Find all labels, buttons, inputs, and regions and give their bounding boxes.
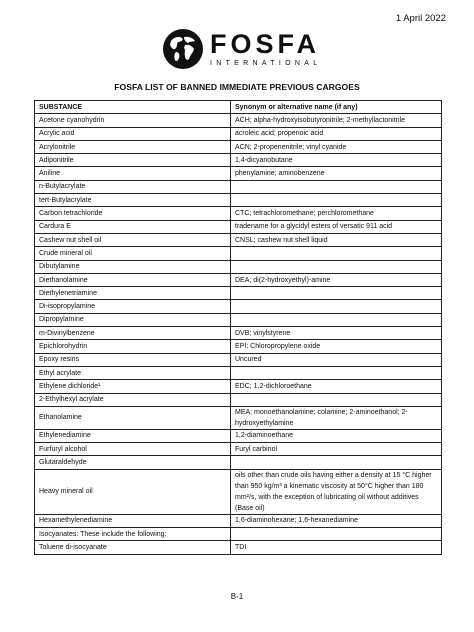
table-row xyxy=(35,273,442,286)
table-row xyxy=(35,194,442,207)
synonym-cell: ACN; 2-propenenitrile; vinyl cyanide xyxy=(231,140,442,153)
synonym-cell: CNSL; cashew nut shell liquid xyxy=(231,233,442,246)
substance-cell: Diethanolamine xyxy=(35,273,231,286)
banned-cargoes-table xyxy=(34,100,442,555)
substance-cell: Ethylenediamine xyxy=(35,429,231,442)
substance-cell: Cashew nut shell oil xyxy=(35,233,231,246)
synonym-cell xyxy=(231,260,442,273)
synonym-cell: TDI xyxy=(231,541,442,554)
substance-cell: m-Divinylbenzene xyxy=(35,327,231,340)
table-row xyxy=(35,393,442,406)
synonym-cell xyxy=(231,287,442,300)
substance-cell: Isocyanates: These include the following: xyxy=(35,528,231,541)
table-row xyxy=(35,220,442,233)
table-row xyxy=(35,180,442,193)
substance-cell: Acrylic acid xyxy=(35,127,231,140)
substance-cell: Crude mineral oil xyxy=(35,247,231,260)
table-row xyxy=(35,541,442,554)
synonym-cell xyxy=(231,247,442,260)
substance-cell: Toluene di-isocyanate xyxy=(35,541,231,554)
synonym-cell xyxy=(231,194,442,207)
synonym-cell: MEA; monoethanolamine; colamine; 2-aminoethanol; 2-hydroxyethylamine xyxy=(231,406,442,429)
table-row xyxy=(35,287,442,300)
synonym-cell: 1,6-diaminohexane; 1,6-hexanediamine xyxy=(231,514,442,527)
substance-cell: Acrylonitrile xyxy=(35,140,231,153)
table-header-row xyxy=(35,101,442,114)
synonym-cell xyxy=(231,366,442,379)
substance-cell: Epoxy resins xyxy=(35,353,231,366)
synonym-cell: acroleic acid; propenoic acid xyxy=(231,127,442,140)
column-header-synonym: Synonym or alternative name (if any) xyxy=(231,101,442,114)
substance-cell: Furfuryl alcohol xyxy=(35,443,231,456)
synonym-cell: 1,4-dicyanobutane xyxy=(231,154,442,167)
synonym-cell: EPI; Chloropropylene oxide xyxy=(231,340,442,353)
table-row xyxy=(35,469,442,514)
logo-subtitle: INTERNATIONAL xyxy=(210,59,322,67)
synonym-cell xyxy=(231,456,442,469)
synonym-cell xyxy=(231,300,442,313)
substance-cell: 2-Ethylhexyl acrylate xyxy=(35,393,231,406)
table-row xyxy=(35,247,442,260)
synonym-cell: 1,2-diaminoethane xyxy=(231,429,442,442)
table-row xyxy=(35,456,442,469)
substance-cell: Acetone cyanohydrin xyxy=(35,114,231,127)
substance-cell: Adiponitrile xyxy=(35,154,231,167)
table-row xyxy=(35,443,442,456)
synonym-cell: Uncured xyxy=(231,353,442,366)
synonym-cell: oils other than crude oils having either a density at 15 °C higher than 950 kg/m³ a kinematic viscosity at 50°C higher than 180 mm²/s, with the exception of lubricating oil without additives (Base oil) xyxy=(231,469,442,514)
table-row xyxy=(35,340,442,353)
table-row xyxy=(35,114,442,127)
synonym-cell: DVB; vinylstyrene xyxy=(231,327,442,340)
table-row xyxy=(35,528,442,541)
table-row xyxy=(35,233,442,246)
table-row xyxy=(35,207,442,220)
synonym-cell xyxy=(231,528,442,541)
substance-cell: n-Butylacrylate xyxy=(35,180,231,193)
synonym-cell xyxy=(231,313,442,326)
page-number: B-1 xyxy=(230,592,244,601)
column-header-substance: SUBSTANCE xyxy=(35,101,231,114)
substance-cell: Di-isopropylamine xyxy=(35,300,231,313)
table-row xyxy=(35,127,442,140)
substance-cell: Epichlorohydrin xyxy=(35,340,231,353)
table-row xyxy=(35,380,442,393)
substance-cell: Dibutylamine xyxy=(35,260,231,273)
synonym-cell: Furyl carbinol xyxy=(231,443,442,456)
substance-cell: Ethyl acrylate xyxy=(35,366,231,379)
fosfa-logo xyxy=(162,28,321,70)
date-label: 1 April 2022 xyxy=(395,13,446,24)
table-row xyxy=(35,514,442,527)
table-row xyxy=(35,313,442,326)
synonym-cell xyxy=(231,180,442,193)
substance-cell: Hexamethylenediamine xyxy=(35,514,231,527)
document-title: FOSFA LIST OF BANNED IMMEDIATE PREVIOUS CARGOES xyxy=(114,82,360,92)
table-row xyxy=(35,140,442,153)
table-row xyxy=(35,429,442,442)
table-row xyxy=(35,260,442,273)
table-row xyxy=(35,154,442,167)
table-row xyxy=(35,353,442,366)
logo-wordmark: FOSFA xyxy=(210,28,321,59)
synonym-cell: ACH; alpha-hydroxyisobutyronitrile; 2-methyllactonitrile xyxy=(231,114,442,127)
table-row xyxy=(35,366,442,379)
substance-cell: Dipropylamine xyxy=(35,313,231,326)
substance-cell: Carbon tetrachloride xyxy=(35,207,231,220)
substance-cell: Ethanolamine xyxy=(35,406,231,429)
table-row xyxy=(35,327,442,340)
table-row xyxy=(35,406,442,429)
substance-cell: Glutaraldehyde xyxy=(35,456,231,469)
synonym-cell: tradename for a glycidyl esters of versatic 911 acid xyxy=(231,220,442,233)
substance-cell: Aniline xyxy=(35,167,231,180)
table-row xyxy=(35,167,442,180)
table-row xyxy=(35,300,442,313)
synonym-cell: DEA; di(2-hydroxyethyl)-amine xyxy=(231,273,442,286)
synonym-cell xyxy=(231,393,442,406)
substance-cell: Ethylene dichloride¹ xyxy=(35,380,231,393)
synonym-cell: EDC; 1,2-dichloroethane xyxy=(231,380,442,393)
globe-icon xyxy=(162,28,204,70)
substance-cell: Diethylenetriamine xyxy=(35,287,231,300)
synonym-cell: CTC; tetrachloromethane; perchloromethane xyxy=(231,207,442,220)
substance-cell: Heavy mineral oil xyxy=(35,469,231,514)
substance-cell: tert-Butylacrylate xyxy=(35,194,231,207)
synonym-cell: phenylamine; aminobenzene xyxy=(231,167,442,180)
substance-cell: Cardura E xyxy=(35,220,231,233)
